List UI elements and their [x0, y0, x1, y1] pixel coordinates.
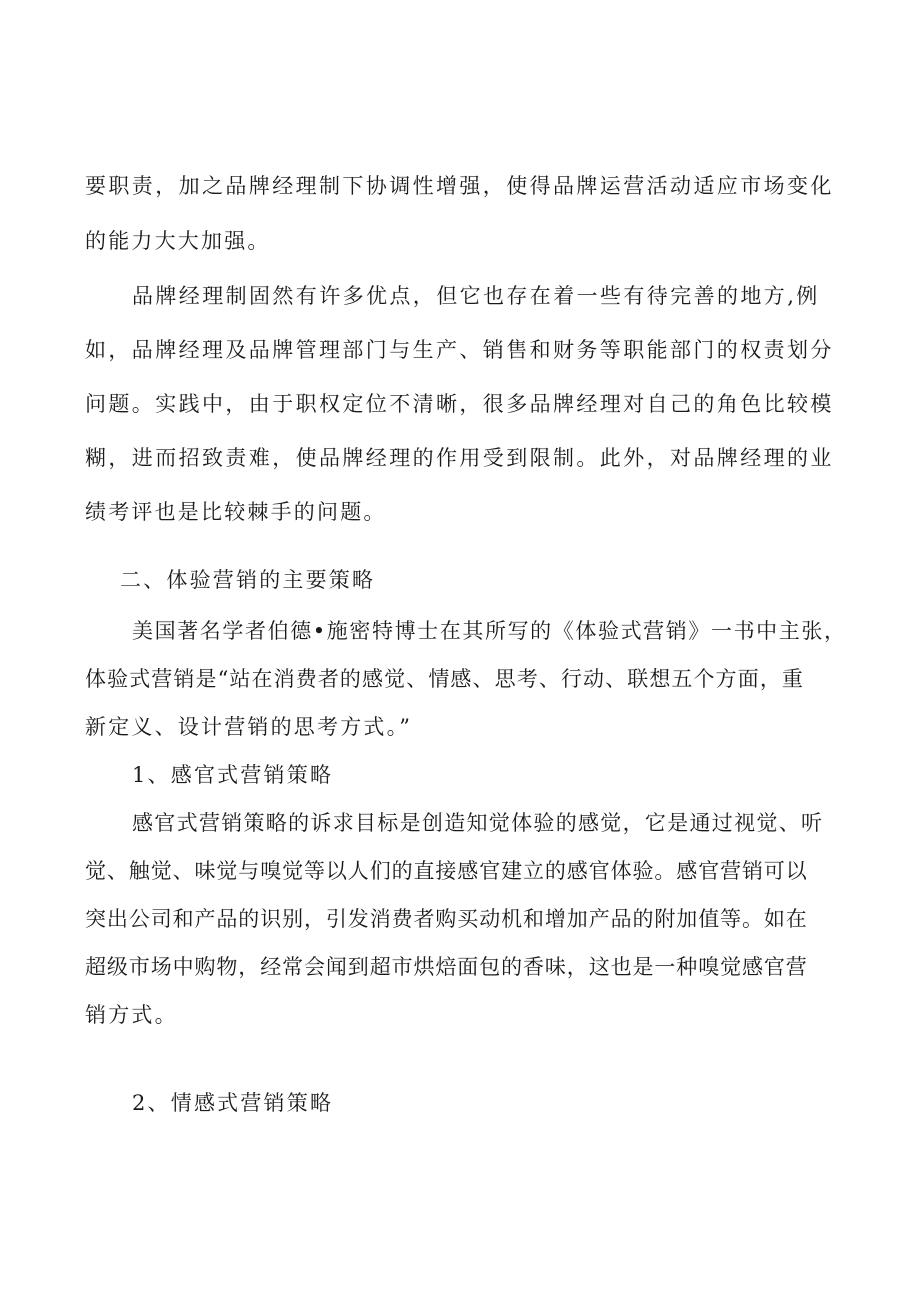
text-line-10: 体验式营销是“站在消费者的感觉、情感、思考、行动、联想五个方面，重	[85, 667, 805, 691]
text-line-7: 绩考评也是比较棘手的问题。	[85, 500, 387, 524]
text-line-11: 新定义、设计营销的思考方式。”	[85, 715, 413, 739]
text-line-16: 超级市场中购物，经常会闻到超市烘焙面包的香味，这也是一种嗅觉感官营	[85, 955, 808, 979]
text-line-14: 觉、触觉、味觉与嗅觉等以人们的直接感官建立的感官体验。感官营销可以	[85, 859, 808, 883]
text-line-2: 的能力大大加强。	[85, 229, 271, 253]
text-line-15: 突出公司和产品的识别，引发消费者购买动机和增加产品的附加值等。如在	[85, 907, 808, 931]
text-line-6: 糊，进而招致责难，使品牌经理的作用受到限制。此外，对品牌经理的业	[85, 446, 834, 470]
section-heading: 二、体验营销的主要策略	[120, 568, 376, 592]
text-line-3: 品牌经理制固然有许多优点，但它也存在着一些有待完善的地方,例	[132, 284, 820, 308]
subsection-heading-1: 1、感官式营销策略	[132, 763, 334, 787]
text-line-5: 问题。实践中，由于职权定位不清晰，很多品牌经理对自己的角色比较模	[85, 392, 834, 416]
text-line-9: 美国著名学者伯德•施密特博士在其所写的《体验式营销》一书中主张，	[132, 619, 847, 643]
subsection-heading-2: 2、情感式营销策略	[132, 1091, 334, 1115]
text-line-1: 要职责，加之品牌经理制下协调性增强，使得品牌运营活动适应市场变化	[85, 174, 834, 198]
text-line-13: 感官式营销策略的诉求目标是创造知觉体验的感觉，它是通过视觉、听	[132, 811, 824, 835]
text-line-17: 销方式。	[85, 1003, 178, 1027]
text-line-4: 如，品牌经理及品牌管理部门与生产、销售和财务等职能部门的权责划分	[85, 338, 834, 362]
